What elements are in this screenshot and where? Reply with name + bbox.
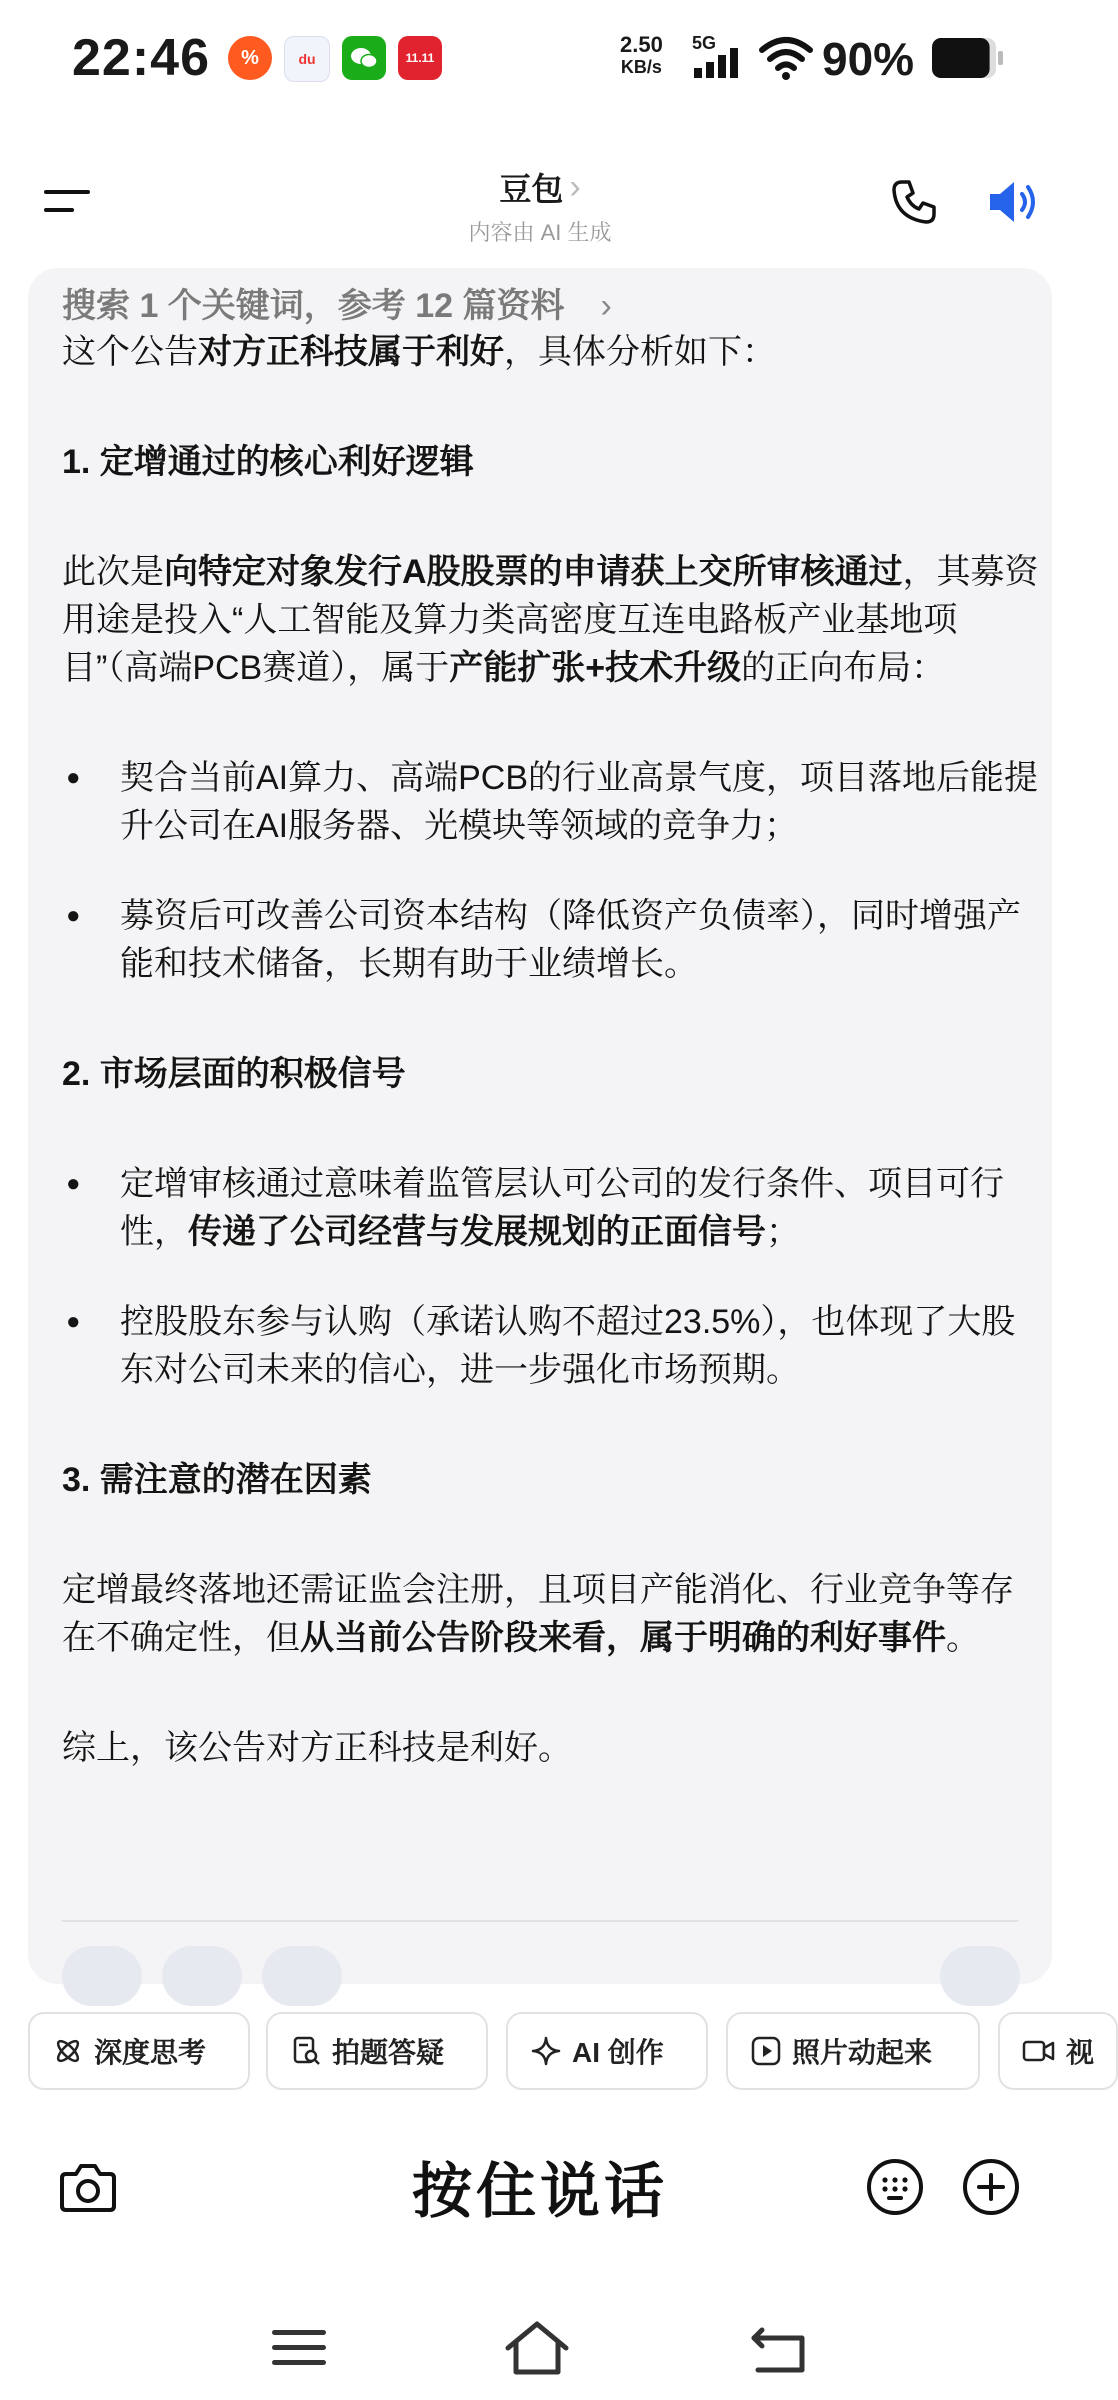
list-item: ● 契合当前AI算力、高端PCB的行业高景气度，项目落地后能提升公司在AI服务器、光模块等领域的竞争力； <box>62 754 1042 850</box>
copy-button[interactable] <box>62 1946 142 2006</box>
cell-signal-icon <box>692 34 716 52</box>
chevron-right-icon: › <box>600 287 612 325</box>
scan-document-icon <box>290 2035 322 2067</box>
chat-header <box>0 150 1080 260</box>
regenerate-button[interactable] <box>940 1946 1020 2006</box>
recent-apps-icon[interactable] <box>270 2324 328 2372</box>
section-heading: 1. 定增通过的核心利好逻辑 <box>62 443 474 481</box>
network-speed <box>620 34 663 78</box>
list-item: ● 募资后可改善公司资本结构（降低资产负债率），同时增强产能和技术储备，长期有助于业绩增长。 <box>62 892 1042 988</box>
search-summary-text: 搜索 1 个关键词，参考 12 篇资料 <box>62 287 565 325</box>
shopping-app-notification-icon: 11.11 <box>398 36 442 80</box>
network-type: 5G <box>692 33 717 53</box>
quick-action-animate-photo[interactable] <box>726 2012 980 2090</box>
battery-icon <box>932 38 1004 78</box>
play-icon <box>750 2035 782 2067</box>
speaker-icon[interactable] <box>986 178 1040 226</box>
intro-text: ，具体分析如下： <box>504 333 776 371</box>
section-heading: 2. 市场层面的积极信号 <box>62 1055 406 1093</box>
response-text <box>62 328 1042 1772</box>
intro-emphasis: 对方正科技属于利好 <box>198 333 504 371</box>
sparkle-icon <box>530 2035 562 2067</box>
network-speed-value: 2.50 <box>620 32 663 57</box>
intro-text: 这个公告 <box>62 333 198 371</box>
paragraph-text: 。 <box>946 1619 980 1657</box>
paragraph-text: 的正向布局： <box>741 649 946 687</box>
paragraph-emphasis: 向特定对象发行A股股票的申请获上交所审核通过 <box>164 553 903 591</box>
list-item-emphasis: 传递了公司经营与发展规划的正面信号 <box>188 1213 766 1251</box>
notification-icons <box>228 36 442 82</box>
section-heading: 3. 需注意的潜在因素 <box>62 1461 372 1499</box>
list-item <box>62 1160 1042 1256</box>
chip-label: 视 <box>1066 2037 1095 2068</box>
quick-action-photo-question[interactable] <box>266 2012 488 2090</box>
map-app-notification-icon: du <box>284 36 330 82</box>
quick-action-ai-create[interactable] <box>506 2012 708 2090</box>
chip-label: AI 创作 <box>572 2037 664 2068</box>
quick-action-video[interactable] <box>998 2012 1118 2090</box>
paragraph-text: 定增最终落地还需证监会注册，且项目产能消化、行业竞争等存在不确定性，但 <box>62 1571 1014 1657</box>
input-area <box>0 2126 1080 2256</box>
video-icon <box>1022 2035 1056 2067</box>
share-button[interactable] <box>262 1946 342 2006</box>
atom-icon <box>52 2035 84 2067</box>
section-paragraph <box>62 548 1042 692</box>
search-references-link[interactable] <box>62 278 612 327</box>
phone-call-icon[interactable] <box>890 178 938 226</box>
system-navigation-bar <box>0 2300 1080 2400</box>
status-time: 22:46 <box>72 29 210 87</box>
paragraph-emphasis: 从当前公告阶段来看，属于明确的利好事件 <box>300 1619 946 1657</box>
back-icon[interactable] <box>748 2322 810 2376</box>
wechat-notification-icon <box>342 36 386 80</box>
press-to-talk-button[interactable]: 按住说话 <box>412 2158 668 2225</box>
list-item: ● 控股股东参与认购（承诺认购不超过23.5%），也体现了大股东对公司未来的信心，进一步强化市场预期。 <box>62 1298 1042 1394</box>
keyboard-icon[interactable] <box>866 2158 924 2216</box>
intro-paragraph <box>62 328 1042 376</box>
chip-label: 深度思考 <box>94 2037 207 2068</box>
paragraph-text: ，其募资用途是投入“人工智能及算力类高密度互连电路板产业基地项目”（高端PCB赛道），属于 <box>62 553 1039 687</box>
wifi-icon <box>758 36 814 85</box>
battery-percent: 90% <box>822 33 915 85</box>
plus-icon[interactable] <box>962 2158 1020 2216</box>
chat-title[interactable]: 豆包 <box>499 171 564 207</box>
list-item-text: ； <box>766 1213 800 1251</box>
conclusion-paragraph: 综上，该公告对方正科技是利好。 <box>62 1729 572 1767</box>
section-paragraph <box>62 1566 1042 1662</box>
quick-action-deep-think[interactable] <box>28 2012 250 2090</box>
paragraph-emphasis: 产能扩张+技术升级 <box>449 649 742 687</box>
app-notification-icon: % <box>228 36 272 80</box>
chevron-right-icon: › <box>569 168 581 206</box>
ai-disclaimer: 内容由 AI 生成 <box>468 220 612 245</box>
home-icon[interactable] <box>502 2318 572 2378</box>
list-item-text: 定增审核通过意味着监管层认可公司的发行条件、项目可行性， <box>120 1165 1004 1251</box>
network-speed-unit: KB/s <box>620 57 662 77</box>
read-aloud-button[interactable] <box>162 1946 242 2006</box>
status-bar <box>0 0 1080 120</box>
divider <box>62 1920 1018 1922</box>
quick-actions-bar <box>0 2012 1095 2098</box>
chip-label: 拍题答疑 <box>332 2037 445 2068</box>
chip-label: 照片动起来 <box>792 2037 933 2068</box>
paragraph-text: 此次是 <box>62 553 164 591</box>
ai-response-card[interactable] <box>28 268 1052 1984</box>
